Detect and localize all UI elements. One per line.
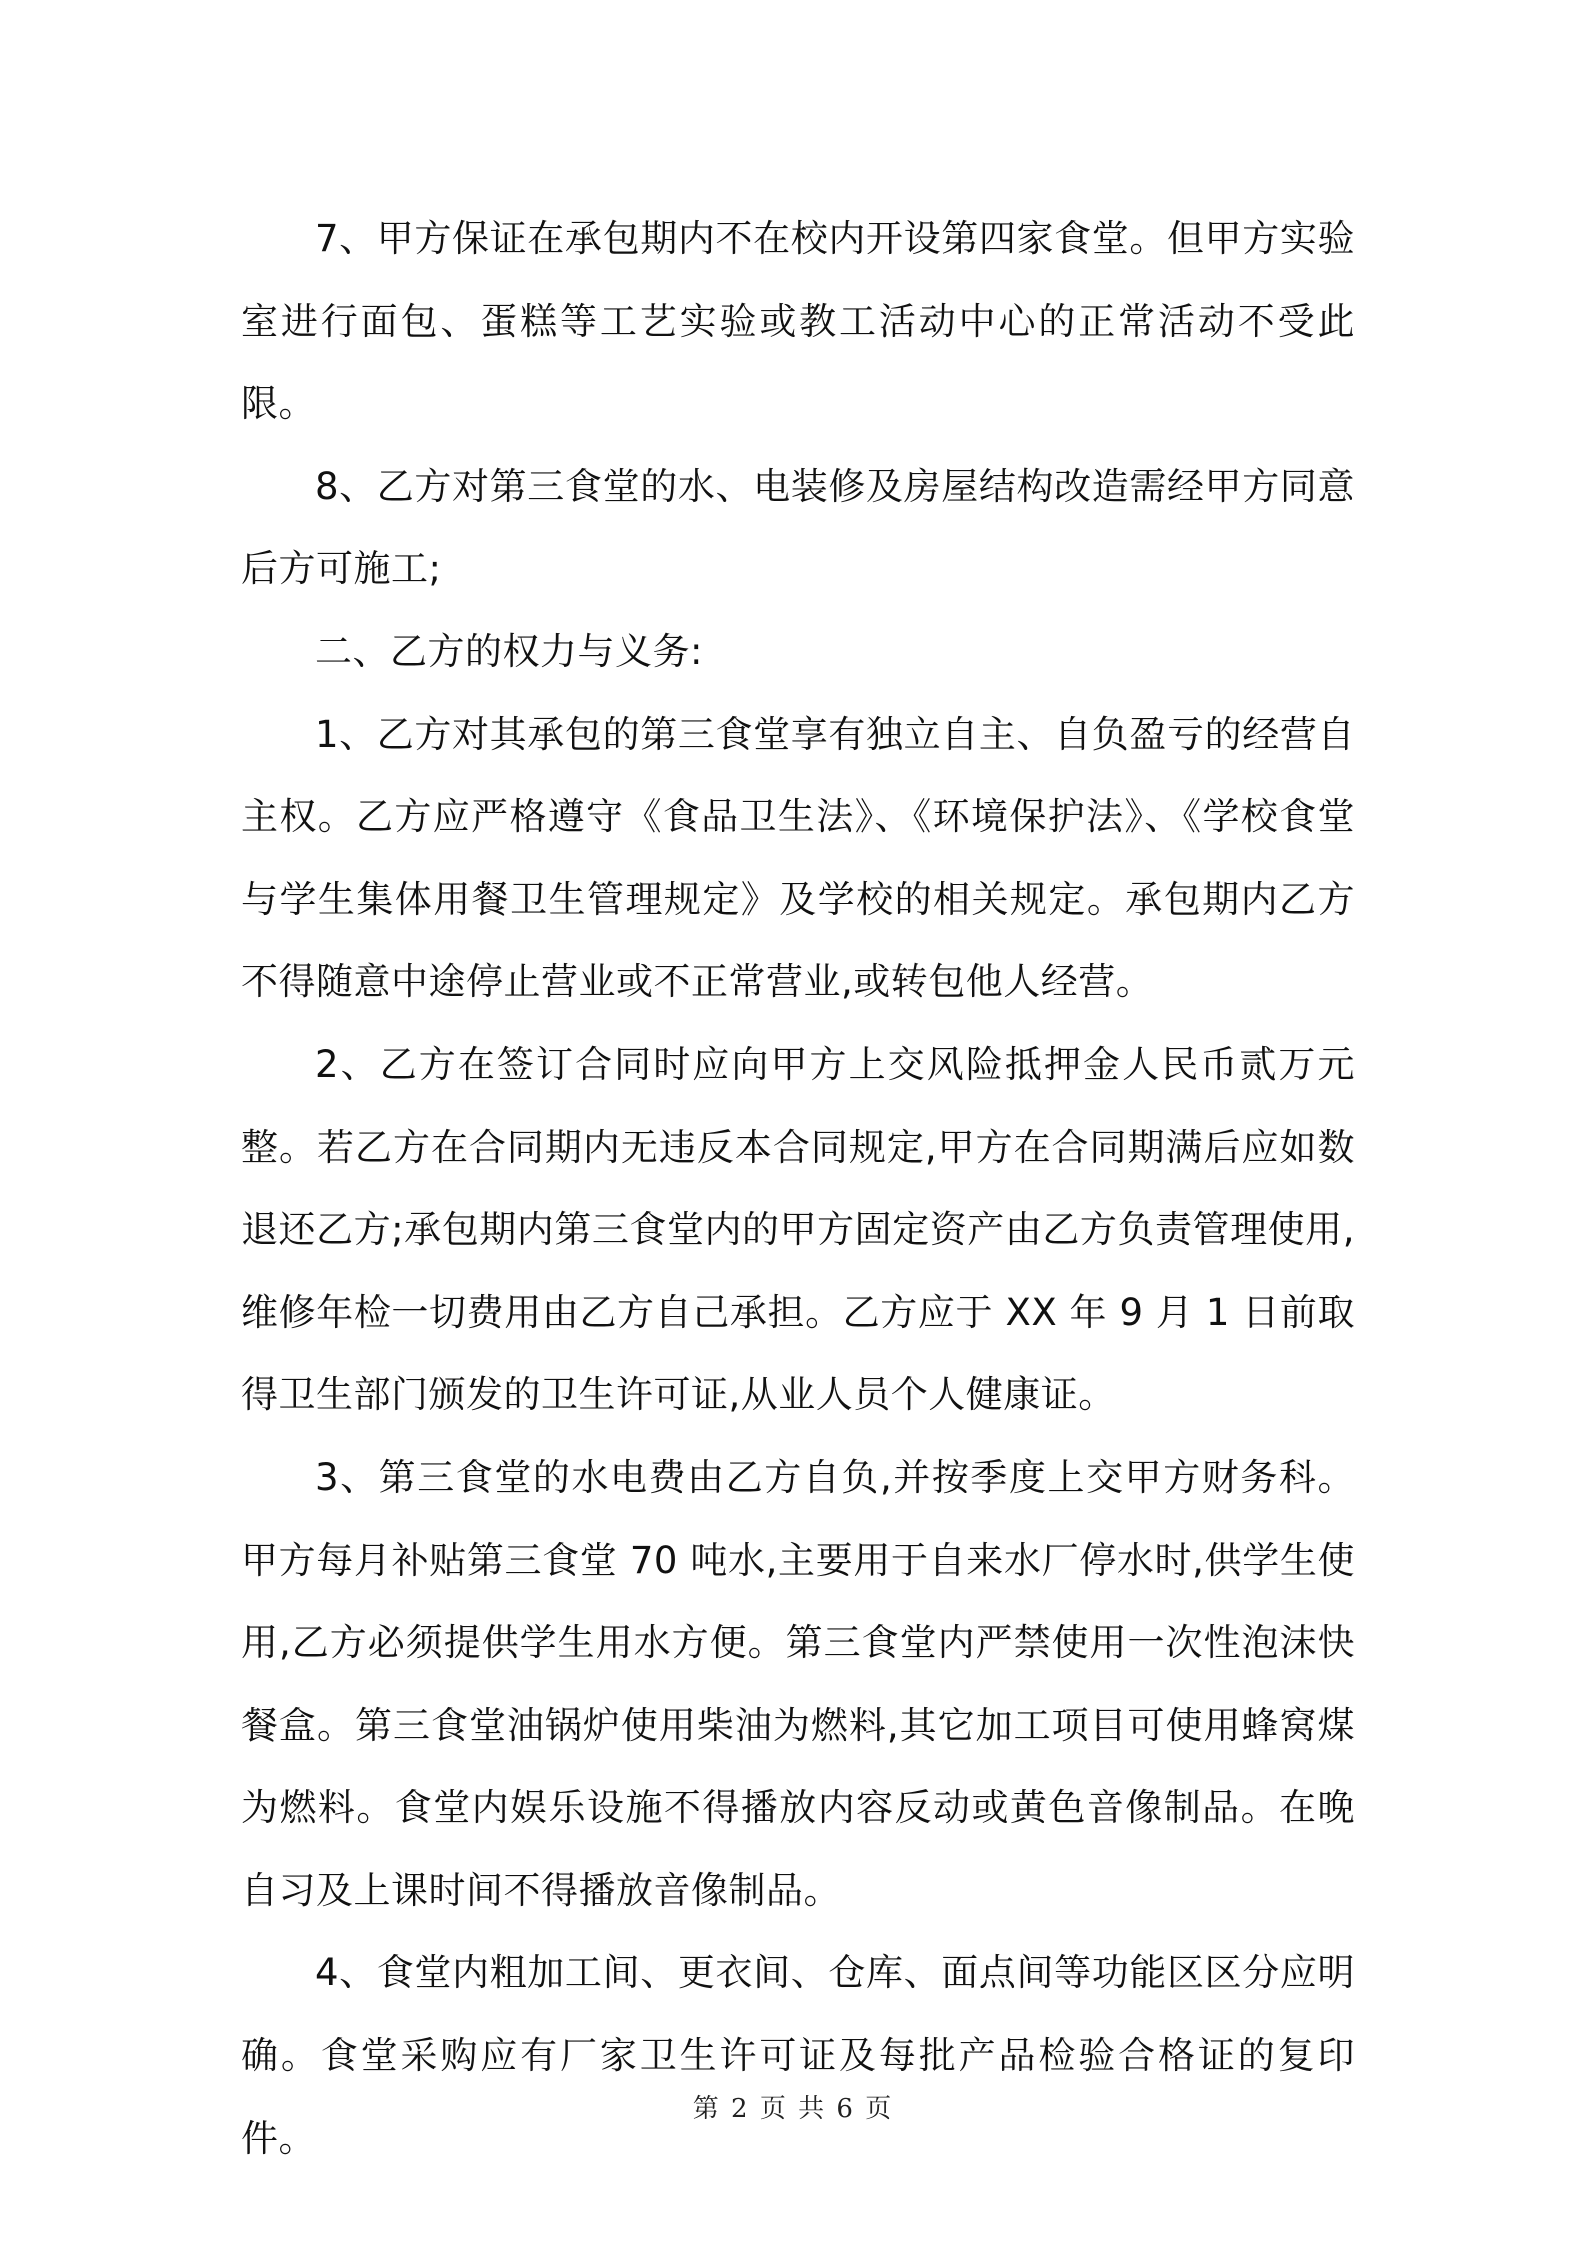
paragraph-b-clause-4: 4、食堂内粗加工间、更衣间、仓库、面点间等功能区区分应明确。食堂采购应有厂家卫生许可证及每批产品检验合格证的复印件。 [241, 1951, 1355, 2160]
document-body [241, 198, 1355, 2180]
page-number-label: 第 2 页 共 6 页 [692, 2094, 894, 2124]
paragraph-b-clause-3: 3、第三食堂的水电费由乙方自负,并按季度上交甲方财务科。甲方每月补贴第三食堂 70 吨水,主要用于自来水厂停水时,供学生使用,乙方必须提供学生用水方便。第三食堂内严禁使用一次性泡沫快餐盒。第三食堂油锅炉使用柴油为燃料,其它加工项目可使用蜂窝煤为燃料。食堂内娱乐设施不得播放内容反动或黄色音像制品。在晚自习及上课时间不得播放音像制品。 [241, 1455, 1355, 1912]
paragraph-b-clause-1: 1、乙方对其承包的第三食堂享有独立自主、自负盈亏的经营自主权。乙方应严格遵守《食品卫生法》、《环境保护法》、《学校食堂与学生集体用餐卫生管理规定》及学校的相关规定。承包期内乙方不得随意中途停止营业或不正常营业,或转包他人经营。 [241, 712, 1355, 1004]
paragraph-clause-7: 7、甲方保证在承包期内不在校内开设第四家食堂。但甲方实验室进行面包、蛋糕等工艺实验或教工活动中心的正常活动不受此限。 [241, 217, 1355, 426]
page-footer [0, 2088, 1586, 2125]
section-heading-party-b: 二、乙方的权力与义务: [315, 629, 703, 673]
paragraph-clause-8: 8、乙方对第三食堂的水、电装修及房屋结构改造需经甲方同意后方可施工; [241, 464, 1355, 591]
paragraph-b-clause-2: 2、乙方在签订合同时应向甲方上交风险抵押金人民币贰万元整。若乙方在合同期内无违反本合同规定,甲方在合同期满后应如数退还乙方;承包期内第三食堂内的甲方固定资产由乙方负责管理使用,维修年检一切费用由乙方自己承担。乙方应于 XX 年 9 月 1 日前取得卫生部门颁发的卫生许可证,从业人员个人健康证。 [241, 1042, 1355, 1417]
